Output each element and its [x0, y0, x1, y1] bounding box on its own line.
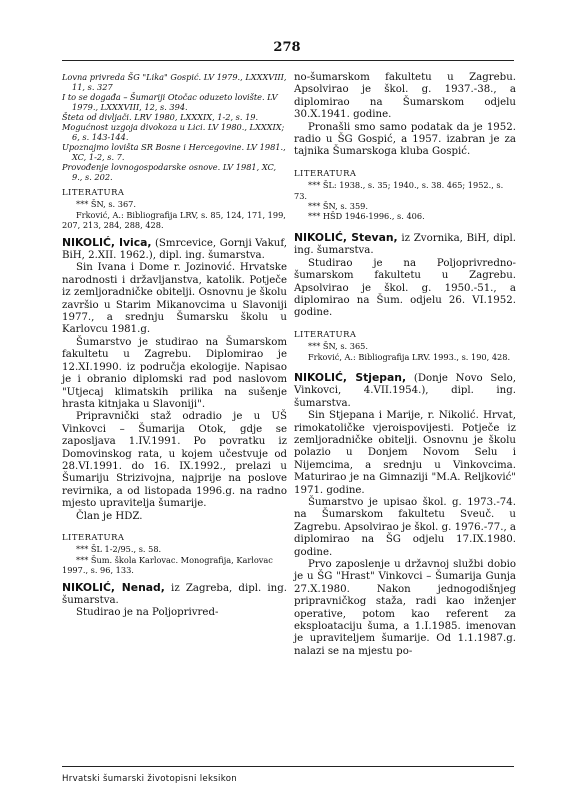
literature-heading: LITERATURA — [294, 328, 357, 339]
entry-intro: iz Zagreba, dipl. ing. šumarstva. — [62, 582, 287, 606]
entry-continuation — [294, 72, 516, 159]
entry-paragraph: Pronašli smo samo podatak da je 1952. radio u ŠG Gospić, a 1957. izabran je za tajnika Šumarskoga kluba Gospić. — [294, 121, 516, 158]
literature-item: *** ŠN, s. 367. — [76, 199, 136, 210]
entry-intro: (Smrcevice, Gornji Vakuf, BiH, 2.XII. 1962.), dipl. ing. šumarstva. — [62, 237, 287, 262]
footer-text: Hrvatski šumarski životopisni leksikon — [62, 774, 238, 784]
literature-item: *** ŠN, s. 359. — [308, 201, 368, 212]
bibliography-item: Mogućnost uzgoja divokoza u Lici. LV 1980., LXXXIX; 6, s. 143-144. — [62, 122, 285, 142]
literature-heading: LITERATURA — [62, 531, 125, 542]
literature-item: Frković, A.: Bibliografija LRV. 1993., s. 190, 428. — [308, 351, 511, 362]
entry-paragraph: no-šumarskom fakultetu u Zagrebu. Apsolvirao je škol. g. 1937.-38., a diplomirao na Šumarskom odjelu 30.X.1941. godine. — [294, 72, 516, 121]
entry-head — [294, 372, 516, 410]
entry-stjepan-nikolic — [294, 372, 516, 658]
bibliography-list — [62, 72, 287, 182]
bibliography-item: I to se događa – Šumariji Otočac oduzeto lovište. LV 1979., LXXXVIII, 12, s. 394. — [62, 92, 278, 112]
literature-item: *** HŠD 1946-1996., s. 406. — [308, 211, 425, 222]
bibliography-item: Šteta od divljači. LRV 1980, LXXXIX, 1-2, s. 19. — [62, 112, 259, 122]
entry-intro: (Donje Novo Selo, Vinkovci, 4.VII.1954.), dipl. ing. šumarstva. — [294, 372, 516, 409]
bibliography-item: Lovna privreda ŠG "Lika" Gospić. LV 1979., LXXXVIII, 11, s. 327 — [62, 72, 287, 92]
literature-heading: LITERATURA — [294, 167, 357, 178]
entry-paragraph: Član je HDZ. — [76, 510, 143, 522]
footer-rule — [62, 766, 514, 767]
entry-head — [294, 232, 516, 258]
entry-name: NIKOLIĆ, Stevan, — [294, 230, 398, 244]
bibliography-item: Upoznajmo lovišta SR Bosne i Hercegovine. LV 1981., XC, 1-2, s. 7. — [62, 142, 286, 162]
entry-paragraph: Studirao je na Poljoprivred- — [76, 607, 219, 619]
literature-item: *** ŠN, s. 365. — [308, 341, 368, 352]
entry-intro: iz Zvornika, BiH, dipl. ing. šumarstva. — [294, 232, 516, 257]
entry-head — [62, 582, 287, 608]
entry-stevan-nikolic — [294, 232, 516, 320]
entry-paragraph: Studirao je na Poljoprivredno-šumarskom fakultetu u Zagrebu. Apsolvirao je škol. g. 1950.-51., a diplomirao na Šum. odjelu 26. VI.1952. godine. — [294, 257, 516, 319]
entry-paragraph: Šumarstvo je upisao škol. g. 1973.-74. na Šumarskom fakultetu Sveuč. u Zagrebu. Apsolvirao je škol. g. 1976.-77., a diplomirao na ŠG odjelu 17.IX.1980. godine. — [294, 497, 517, 558]
entry-paragraph: Prvo zaposlenje u državnoj službi dobio je u ŠG "Hrast" Vinkovci – Šumarija Gunja 27.X.1980. Nakon jednogodišnjeg pripravničkog staža, radi kao inženjer operative, potom kao referent za eksploataciju šuma, a 1.I.1985. imenovan je upraviteljem šumarije. Od 1.1.1987.g. nalazi se na mjestu po- — [294, 559, 516, 657]
entry-paragraph: Pripravnički staž odradio je u UŠ Vinkovci – Šumarija Otok, gdje se zaposljava 1.IV.1991. Po povratku iz Domovinskog rata, u kojem učestvuje od 28.VI.1991. do 16. IX.1992., prelazi u Šumariju Strizivojna, najprije na poslove revirnika, a od listopada 1996.g. na radno mjesto upravitelja šumarije. — [62, 411, 287, 510]
entry-paragraph: Sin Ivana i Dome r. Jozinović. Hrvatske narodnosti i državljanstva, katolik. Potječe iz zemljoradničke obitelji. Osnovnu je školu završio u Starim Mikanovcima u Slavoniji 1977., a srednju Šumarsku školu u Karlovcu 1981.g. — [62, 262, 287, 336]
literature-item: *** Šum. škola Karlovac. Monografija, Karlovac 1997., s. 96, 133. — [62, 554, 273, 576]
right-column — [294, 72, 516, 658]
literature-item: Frković, A.: Bibliografija LRV, s. 85, 124, 171, 199, 207, 213, 284, 288, 428. — [62, 209, 286, 231]
literature-item: *** ŠL: 1938., s. 35; 1940., s. 38. 465; 1952., s. 73. — [294, 180, 504, 201]
literature-item: *** ŠL 1-2/95., s. 58. — [76, 544, 162, 555]
entry-name: NIKOLIĆ, Stjepan, — [294, 370, 407, 384]
literature-heading: LITERATURA — [62, 187, 125, 197]
page-number: 278 — [273, 40, 301, 55]
entry-paragraph: Šumarstvo je studirao na Šumarskom fakultetu u Zagrebu. Diplomirao je 12.XI.1990. iz područja ekologije. Napisao je i obranio diplomski rad pod naslovom "Utjecaj klimatskih prilika na sušenje hrasta kitnjaka u Slavoniji". — [62, 336, 287, 410]
header-rule — [62, 60, 514, 61]
bibliography-item: Provođenje lovnogospodarske osnove. LV 1981, XC, 9., s. 202. — [62, 162, 277, 182]
entry-name: NIKOLIĆ, Ivica, — [62, 235, 152, 249]
left-column — [62, 72, 287, 620]
entry-ivica-nikolic — [62, 237, 287, 523]
entry-head — [62, 237, 287, 263]
entry-nenad-nikolic — [62, 582, 287, 620]
entry-paragraph: Sin Stjepana i Marije, r. Nikolić. Hrvat, rimokatoličke vjeroispovijesti. Potječe iz zemljoradničke obitelji. Osnovnu je školu polazio u Donjem Novom Selu i Nijemcima, a srednju u Vinkovcima. Maturirao je na Gimnaziji "M.A. Reljković" 1971. godine. — [294, 410, 516, 496]
entry-name: NIKOLIĆ, Nenad, — [62, 580, 165, 594]
